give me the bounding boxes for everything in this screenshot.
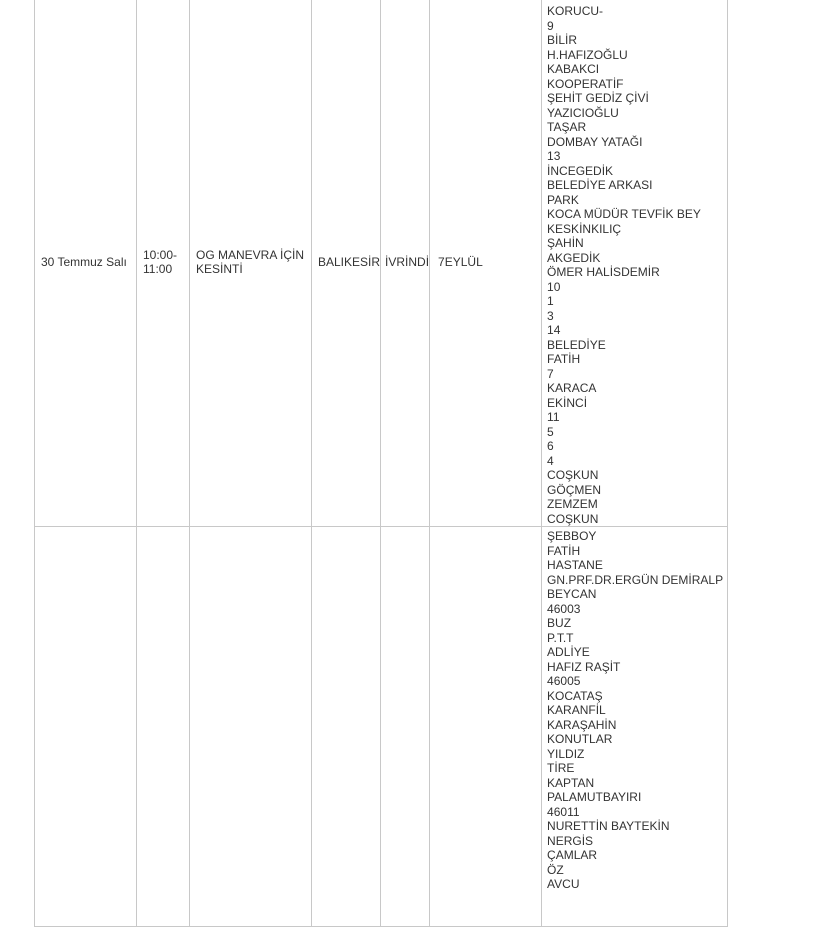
street-name: ŞEBBOY	[547, 529, 597, 543]
table-row	[35, 527, 728, 927]
province-cell	[312, 527, 381, 927]
street-name: 1	[547, 294, 554, 308]
street-name: KAPTAN	[547, 775, 595, 790]
street-name: ÖZ	[547, 862, 564, 877]
street-name: KESKİNKILIÇ	[547, 221, 622, 236]
street-name: KORUCU-	[547, 4, 604, 18]
street-name: YILDIZ	[547, 746, 585, 761]
district-cell	[381, 527, 430, 927]
street-name: ÖMER HALİSDEMİR	[547, 265, 660, 279]
street-name: YAZICIOĞLU	[547, 105, 619, 120]
street-name: GÖÇMEN	[547, 482, 602, 497]
neighborhood-cell	[430, 527, 542, 927]
street-name: KOCA MÜDÜR TEVFİK BEY	[547, 207, 701, 221]
street-name: NURETTİN BAYTEKİN	[547, 819, 670, 833]
streets-cell	[542, 527, 728, 927]
street-name: TİRE	[547, 761, 575, 775]
street-name: BİLİR	[547, 33, 578, 47]
street-name: KABAKCI	[547, 62, 600, 76]
street-name: TAŞAR	[547, 120, 587, 134]
reason-cell	[190, 527, 312, 927]
district-cell: İVRİNDİ	[381, 0, 430, 527]
street-name: HAFIZ RAŞİT	[547, 659, 621, 674]
outage-table	[34, 0, 728, 927]
street-name: BEYCAN	[547, 587, 597, 601]
street-name: PARK	[547, 192, 579, 207]
reason-cell: OG MANEVRA İÇİN KESİNTİ	[190, 0, 312, 527]
neighborhood-cell: 7EYLÜL	[430, 0, 542, 527]
street-name: KARANFİL	[547, 703, 606, 717]
street-name: 7	[547, 366, 554, 381]
street-name: 13	[547, 149, 561, 163]
street-name: COŞKUN	[547, 511, 599, 526]
street-name: KONUTLAR	[547, 732, 613, 746]
street-name: H.HAFIZOĞLU	[547, 47, 628, 62]
street-name: 14	[547, 323, 561, 337]
street-name: ŞAHİN	[547, 236, 584, 250]
street-name: 6	[547, 439, 554, 453]
street-name: ŞEHİT GEDİZ ÇİVİ	[547, 91, 649, 105]
street-name: 10	[547, 279, 561, 294]
streets-cell	[542, 0, 728, 527]
street-name: ÇAMLAR	[547, 848, 598, 862]
street-name: HASTANE	[547, 558, 603, 572]
table-row	[35, 0, 728, 527]
time-cell	[137, 527, 190, 927]
street-name: 46005	[547, 674, 581, 688]
street-name: KOCATAŞ	[547, 688, 603, 703]
street-name: NERGİS	[547, 833, 594, 848]
street-name: FATİH	[547, 352, 581, 366]
street-name: 9	[547, 18, 554, 33]
street-name: KARAŞAHİN	[547, 717, 617, 732]
street-name: PALAMUTBAYIRI	[547, 790, 642, 804]
street-name: 5	[547, 424, 554, 439]
time-cell: 10:00- 11:00	[137, 0, 190, 527]
street-name: BELEDİYE ARKASI	[547, 178, 653, 192]
street-name: BUZ	[547, 616, 572, 630]
street-name: EKİNCİ	[547, 395, 588, 410]
street-name: AKGEDİK	[547, 250, 601, 265]
street-name: P.T.T	[547, 630, 574, 645]
street-name: 11	[547, 410, 560, 424]
street-name: İNCEGEDİK	[547, 163, 614, 178]
outage-table-body	[35, 0, 728, 927]
street-name: BELEDİYE	[547, 337, 606, 352]
street-name: GN.PRF.DR.ERGÜN DEMİRALP	[547, 572, 724, 587]
street-name: COŞKUN	[547, 468, 599, 482]
street-name: KARACA	[547, 381, 597, 395]
date-cell: 30 Temmuz Salı	[35, 0, 137, 527]
street-name: ZEMZEM	[547, 497, 598, 511]
street-name: AVCU	[547, 877, 580, 891]
street-name: ADLİYE	[547, 645, 590, 659]
street-name: KOOPERATİF	[547, 76, 624, 91]
street-name: DOMBAY YATAĞI	[547, 134, 643, 149]
street-name: 46003	[547, 601, 581, 616]
street-name: 3	[547, 308, 554, 323]
street-name: 4	[547, 453, 554, 468]
street-name: 46011	[547, 804, 580, 819]
province-cell: BALIKESİR	[312, 0, 381, 527]
street-name: FATİH	[547, 543, 581, 558]
date-cell	[35, 527, 137, 927]
